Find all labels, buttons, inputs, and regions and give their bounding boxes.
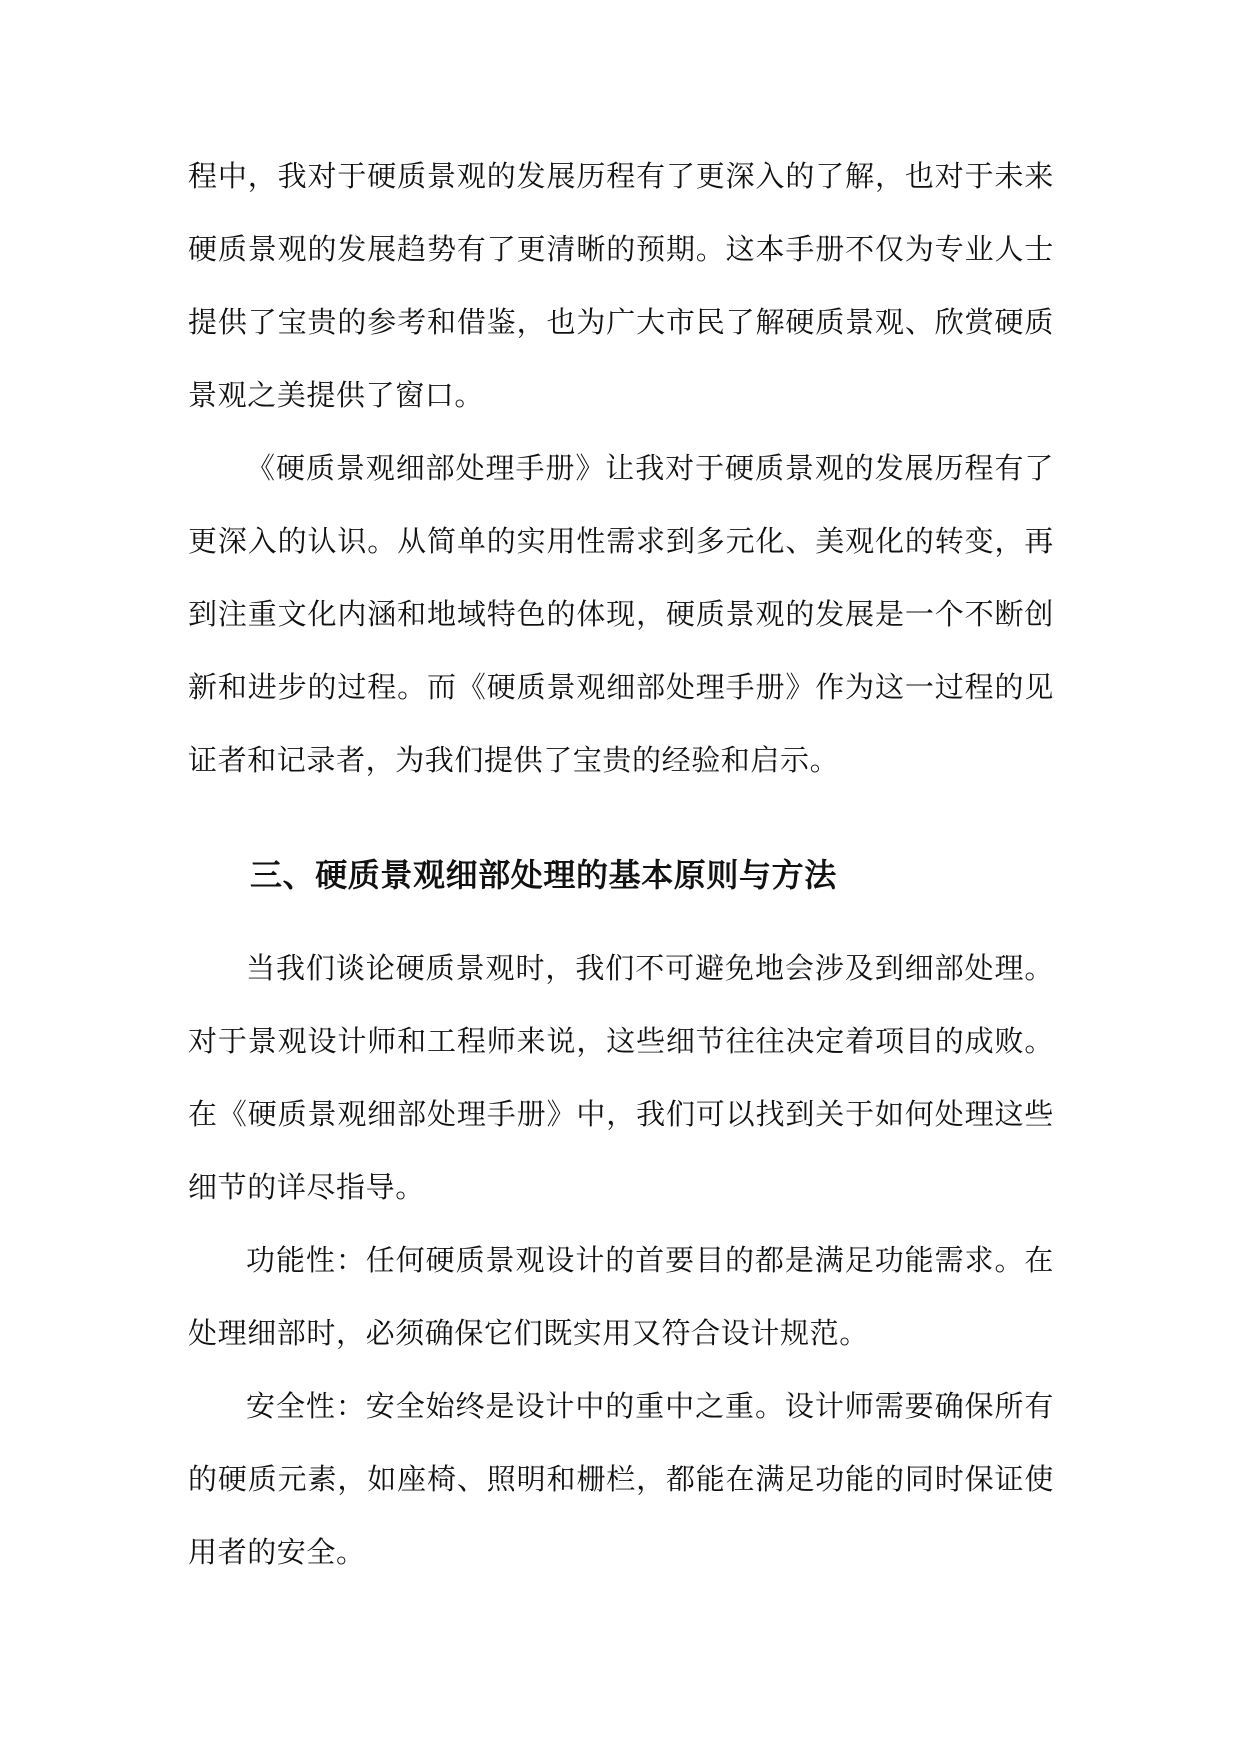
- paragraph-manual-development: 《硬质景观细部处理手册》让我对于硬质景观的发展历程有了更深入的认识。从简单的实用性需求到多元化、美观化的转变，再到注重文化内涵和地域特色的体现，硬质景观的发展是一个不断创新和进步的过程。而《硬质景观细部处理手册》作为这一过程的见证者和记录者，为我们提供了宝贵的经验和启示。: [188, 451, 1054, 777]
- paragraph-detail-intro: 当我们谈论硬质景观时，我们不可避免地会涉及到细部处理。对于景观设计师和工程师来说，这些细节往往决定着项目的成败。在《硬质景观细部处理手册》中，我们可以找到关于如何处理这些细节的详尽指导。: [188, 951, 1054, 1204]
- section-heading: 三、硬质景观细部处理的基本原则与方法: [250, 856, 837, 894]
- paragraph-safety: 安全性：安全始终是设计中的重中之重。设计师需要确保所有的硬质元素，如座椅、照明和栅栏，都能在满足功能的同时保证使用者的安全。: [188, 1389, 1054, 1569]
- paragraph-functionality: 功能性：任何硬质景观设计的首要目的都是满足功能需求。在处理细部时，必须确保它们既实用又符合设计规范。: [188, 1243, 1054, 1350]
- paragraph-continuation: 程中，我对于硬质景观的发展历程有了更深入的了解，也对于未来硬质景观的发展趋势有了更清晰的预期。这本手册不仅为专业人士提供了宝贵的参考和借鉴，也为广大市民了解硬质景观、欣赏硬质景观之美提供了窗口。: [188, 159, 1054, 412]
- page-content: [188, 140, 1054, 1589]
